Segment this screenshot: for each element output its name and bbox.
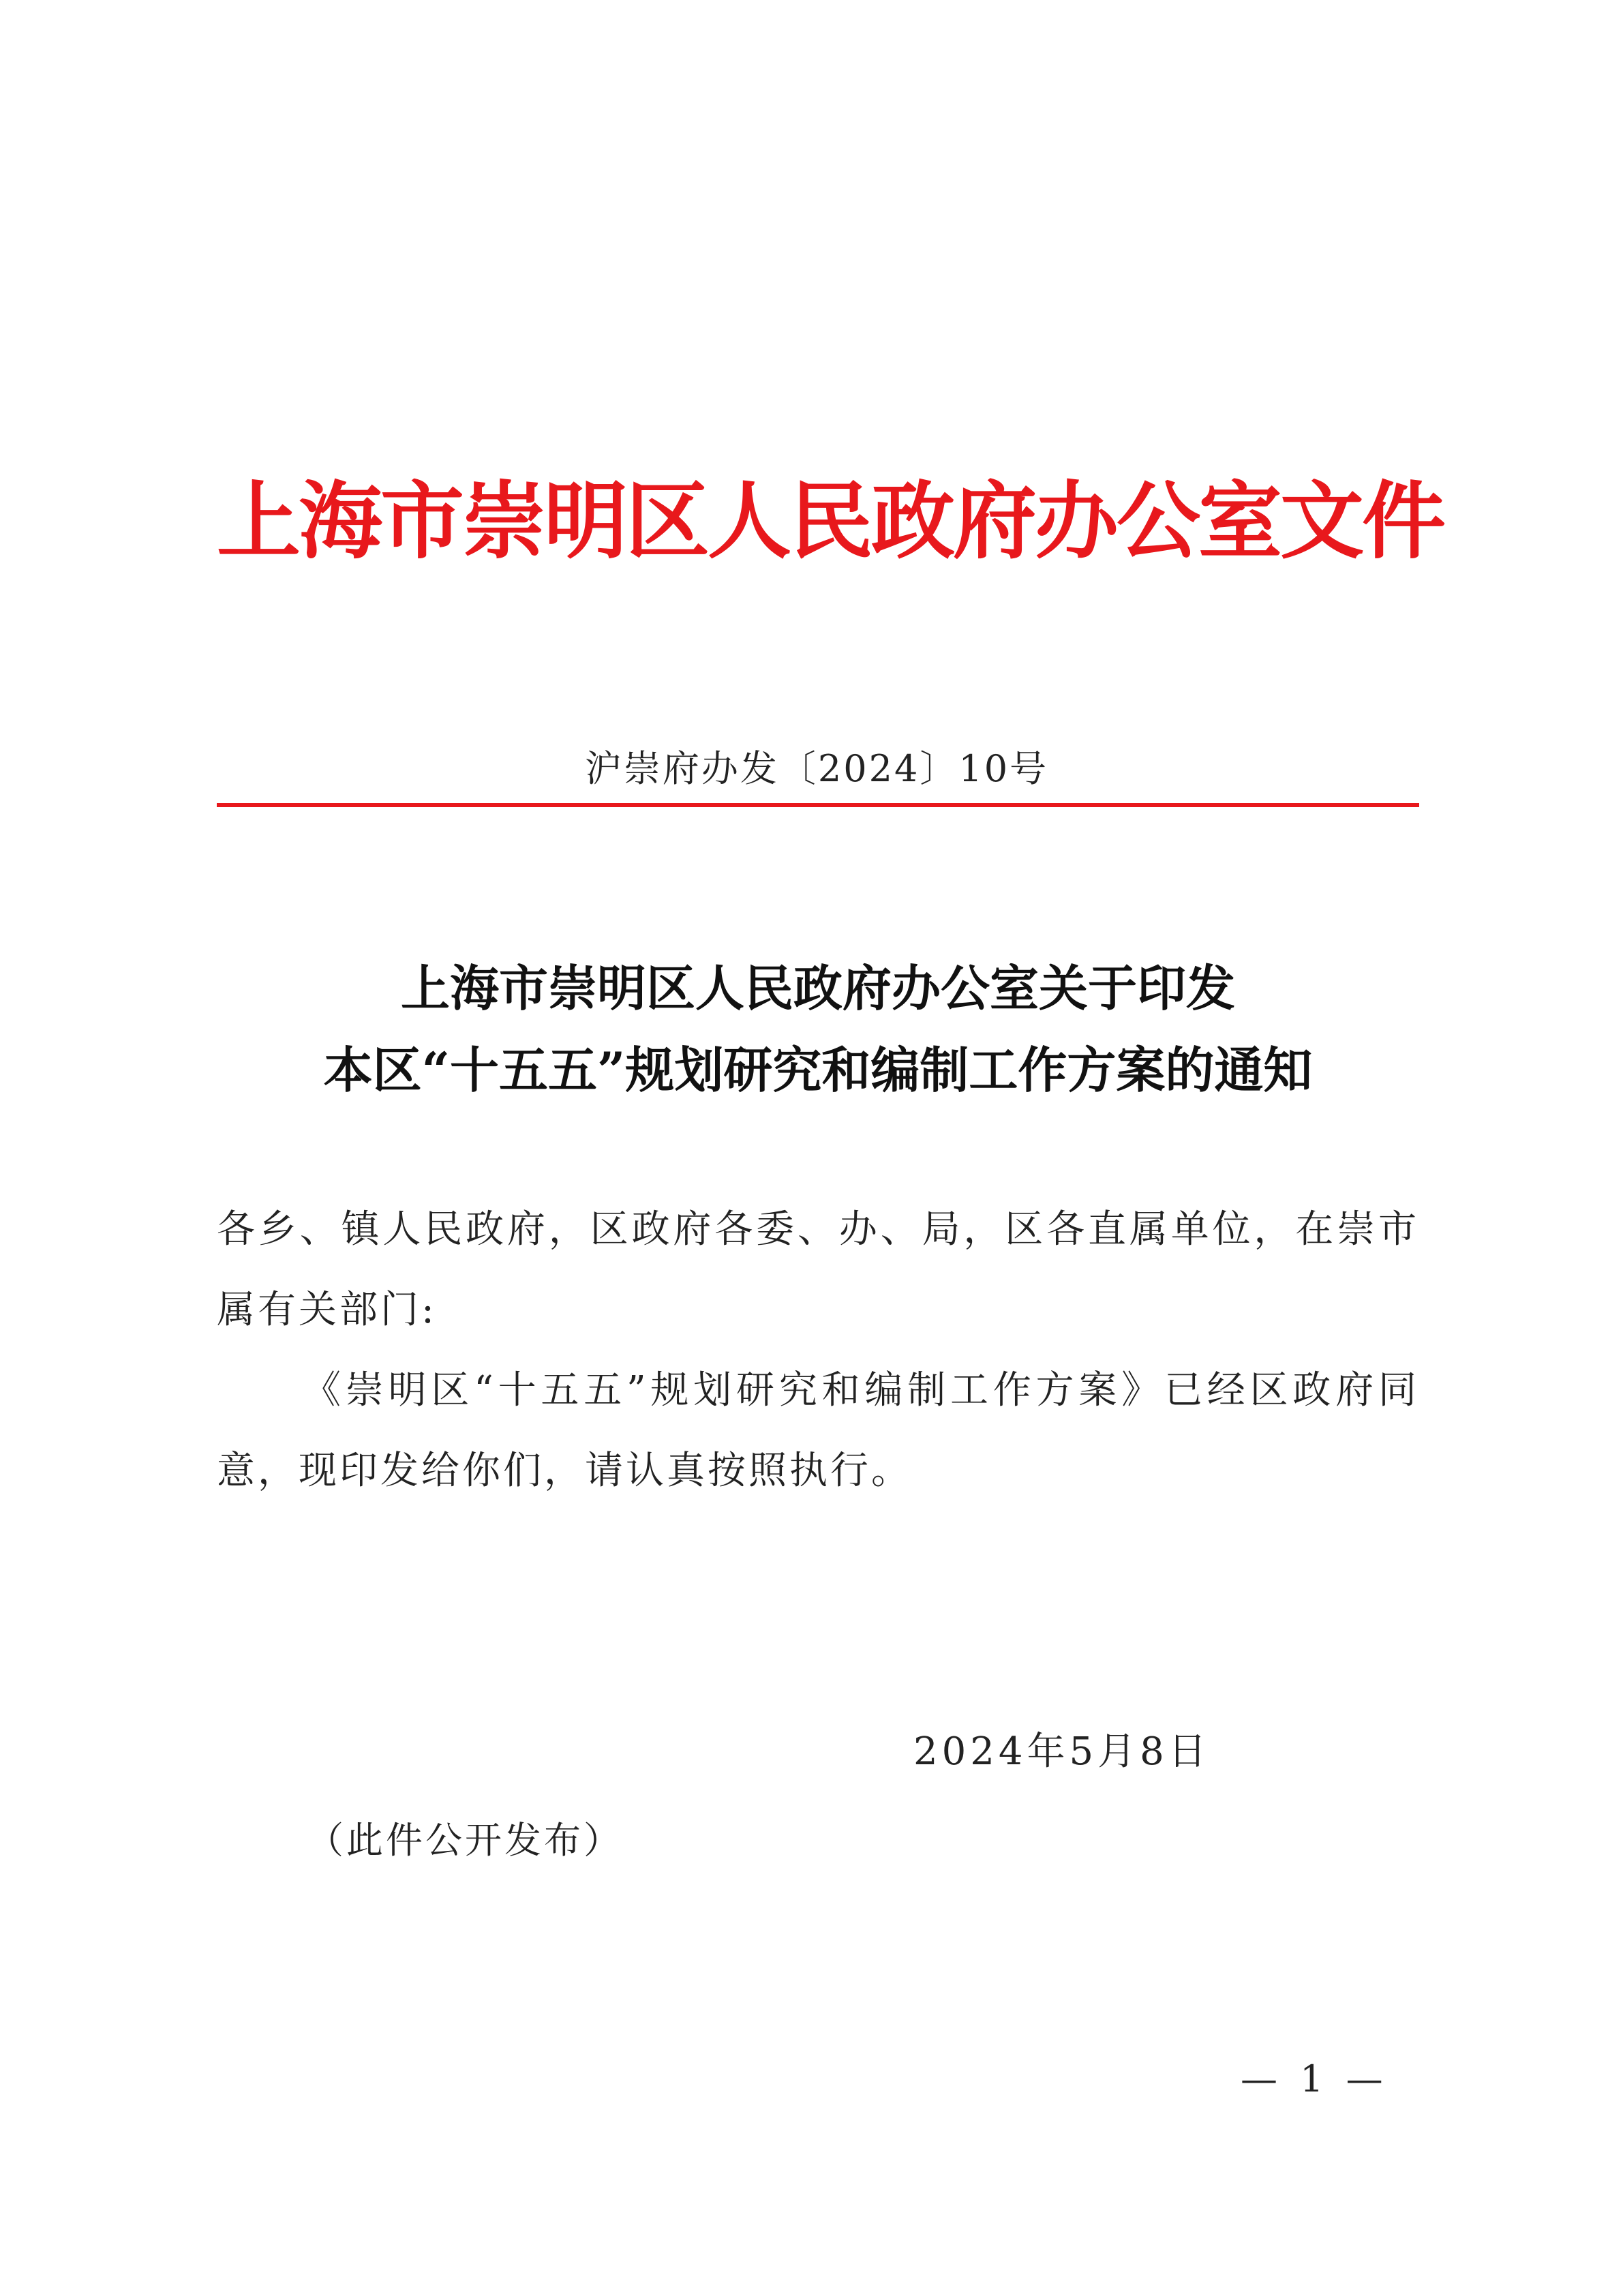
red-separator-line	[217, 803, 1419, 807]
page-number: — 1 —	[1241, 2057, 1389, 2100]
notice-body	[217, 1190, 1419, 1511]
notice-title	[217, 948, 1419, 1111]
issue-date: 2024年5月8日	[913, 1729, 1211, 1774]
body-paragraph: 《崇明区“十五五”规划研究和编制工作方案》已经区政府同意，现印发给你们，请认真按照执行。	[217, 1368, 1419, 1493]
document-header-title: 上海市崇明区人民政府办公室文件	[217, 472, 1444, 571]
document-number: 沪崇府办发〔2024〕10号	[584, 747, 1049, 790]
recipients-text: 各乡、镇人民政府，区政府各委、办、局，区各直属单位，在崇市属有关部门:	[217, 1207, 1419, 1332]
notice-title-line-1: 上海市崇明区人民政府办公室关于印发	[400, 959, 1235, 1017]
publish-note: （此件公开发布）	[307, 1819, 623, 1862]
notice-title-line-2: 本区“十五五”规划研究和编制工作方案的通知	[323, 1041, 1313, 1099]
